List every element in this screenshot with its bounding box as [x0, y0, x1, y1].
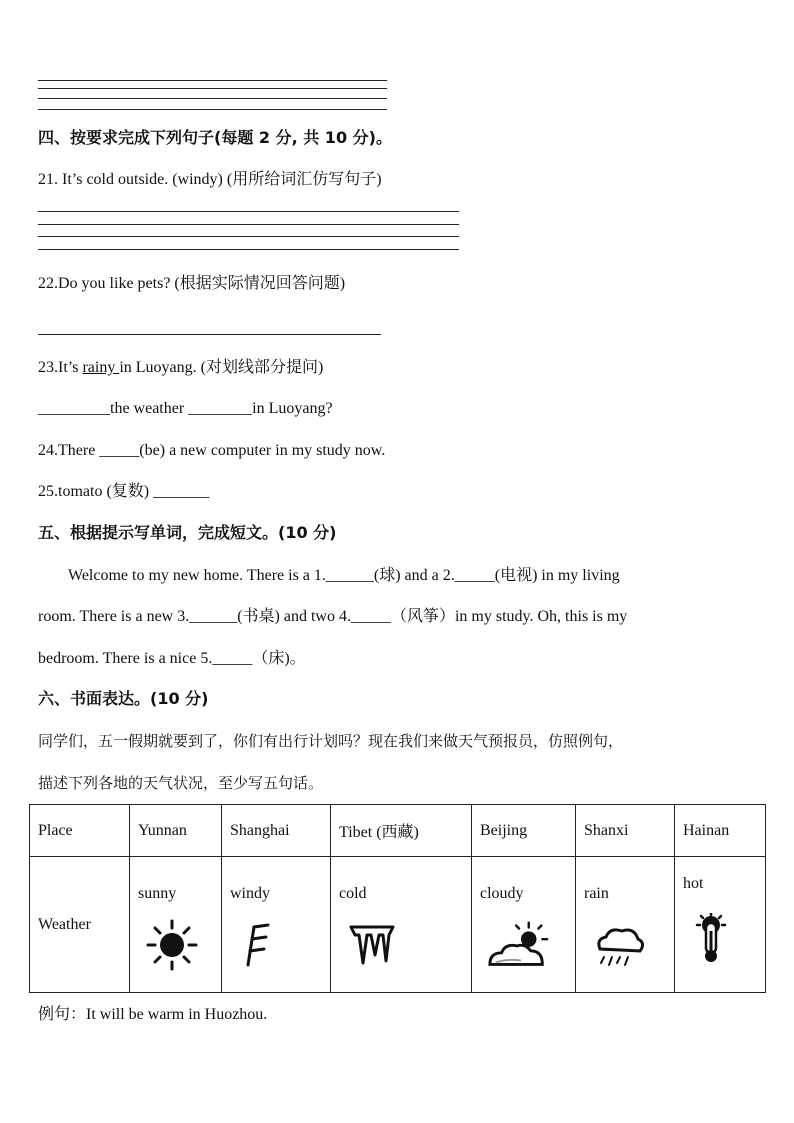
question-23-answer-line: _________the weather ________in Luoyang?: [38, 400, 333, 417]
weather-label: sunny: [138, 885, 177, 902]
weather-label: cold: [339, 885, 367, 902]
answer-line: [38, 236, 459, 237]
weather-tibet: [331, 857, 472, 993]
passage-line-3: bedroom. There is a nice 5._____（床)。: [38, 650, 306, 667]
answer-line: [38, 80, 387, 81]
place-shanxi: Shanxi: [576, 805, 675, 857]
place-beijing: Beijing: [472, 805, 576, 857]
cloud-sun-icon: [486, 919, 554, 971]
wind-icon: [236, 919, 292, 971]
q23-prefix: 23.It’s: [38, 359, 83, 376]
weather-shanxi: [576, 857, 675, 993]
place-row-label: Place: [30, 805, 130, 857]
weather-yunnan: [130, 857, 222, 993]
section-6-heading: 六、书面表达。(10 分): [38, 689, 209, 708]
weather-hainan: [675, 857, 766, 993]
section-5-heading: 五、根据提示写单词，完成短文。(10 分): [38, 523, 337, 542]
answer-line: [38, 249, 459, 250]
weather-beijing: [472, 857, 576, 993]
weather-shanghai: [222, 857, 331, 993]
question-22: 22.Do you like pets? (根据实际情况回答问题): [38, 275, 346, 292]
question-23: [38, 358, 323, 378]
weather-table: [29, 804, 766, 993]
question-25: 25.tomato (复数) _______: [38, 483, 210, 500]
passage-line-1: Welcome to my new home. There is a 1.______(球) and a 2._____(电视) in my living: [68, 567, 620, 584]
place-tibet: Tibet (西藏): [331, 805, 472, 857]
answer-line: [38, 88, 387, 89]
answer-line: [38, 224, 459, 225]
writing-prompt-line-2: 描述下列各地的天气状况，至少写五句话。: [38, 774, 324, 792]
place-yunnan: Yunnan: [130, 805, 222, 857]
passage-line-2: room. There is a new 3.______(书桌) and two 4._____（风筝）in my study. Oh, this is my: [38, 608, 628, 625]
section-4-heading: 四、按要求完成下列句子(每题 2 分, 共 10 分)。: [38, 128, 392, 147]
answer-line: [38, 334, 381, 335]
weather-label: cloudy: [480, 885, 524, 902]
weather-label: rain: [584, 885, 609, 902]
weather-label: windy: [230, 885, 270, 902]
weather-label: hot: [683, 875, 704, 892]
q23-underlined-word: rainy: [82, 359, 120, 376]
rain-cloud-icon: [590, 919, 646, 971]
weather-row-label: Weather: [30, 857, 130, 993]
writing-prompt-line-1: 同学们，五一假期就要到了，你们有出行计划吗？现在我们来做天气预报员，仿照例句，: [38, 732, 624, 750]
thermometer-sun-icon: [689, 913, 745, 965]
place-shanghai: Shanghai: [222, 805, 331, 857]
sun-icon: [144, 919, 200, 971]
example-sentence: 例句：It will be warm in Huozhou.: [38, 1006, 268, 1023]
place-hainan: Hainan: [675, 805, 766, 857]
icicle-icon: [345, 919, 401, 971]
question-21: 21. It’s cold outside. (windy) (用所给词汇仿写句子): [38, 171, 382, 188]
answer-line: [38, 98, 387, 99]
answer-line: [38, 211, 459, 212]
q23-suffix: in Luoyang. (对划线部分提问): [119, 359, 324, 376]
question-24: 24.There _____(be) a new computer in my study now.: [38, 442, 386, 459]
answer-line: [38, 109, 387, 110]
